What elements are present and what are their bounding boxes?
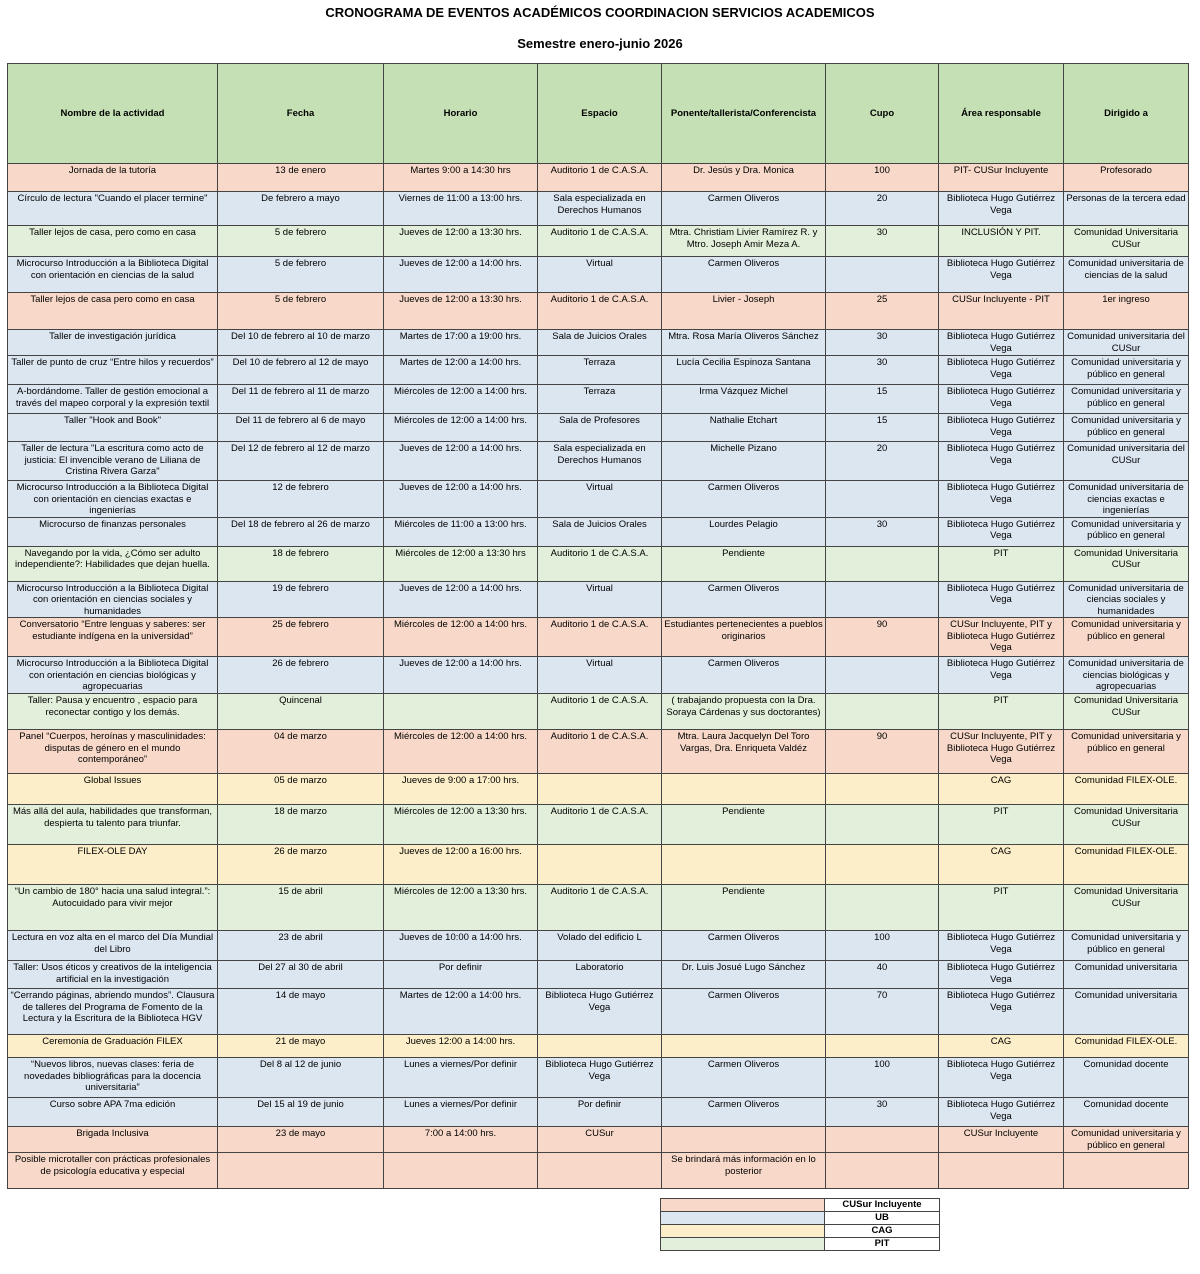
date-cell: 5 de febrero	[218, 257, 384, 293]
table-row	[8, 885, 1189, 931]
activity-cell: Posible microtaller con prácticas profesionales de psicología educativa y especial	[8, 1153, 218, 1189]
time-cell	[384, 694, 538, 730]
date-cell: Del 15 al 19 de junio	[218, 1098, 384, 1127]
activity-cell: Círculo de lectura "Cuando el placer termine"	[8, 192, 218, 226]
table-row	[8, 618, 1189, 657]
venue-cell: Sala de Profesores	[538, 414, 662, 442]
date-cell: 26 de febrero	[218, 657, 384, 694]
audience-cell: Comunidad docente	[1064, 1098, 1189, 1127]
capacity-cell: 30	[826, 1098, 939, 1127]
capacity-cell: 30	[826, 517, 939, 546]
table-row	[8, 694, 1189, 730]
column-header-activity: Nombre de la actividad	[8, 64, 218, 164]
date-cell: Del 10 de febrero al 10 de marzo	[218, 330, 384, 356]
page-subtitle: Semestre enero-junio 2026	[517, 36, 683, 51]
audience-cell: Comunidad universitaria y público en general	[1064, 517, 1189, 546]
venue-cell: Sala especializada en Derechos Humanos	[538, 192, 662, 226]
speaker-cell: Irma Vázquez Michel	[662, 385, 826, 414]
time-cell: Jueves de 12:00 a 13:30 hrs.	[384, 293, 538, 330]
legend-swatch	[661, 1225, 825, 1238]
page-title: CRONOGRAMA DE EVENTOS ACADÉMICOS COORDINACION SERVICIOS ACADEMICOS	[325, 5, 875, 20]
venue-cell: Terraza	[538, 356, 662, 385]
capacity-cell: 15	[826, 414, 939, 442]
speaker-cell	[662, 774, 826, 805]
activity-cell: Microcurso de finanzas personales	[8, 517, 218, 546]
capacity-cell: 100	[826, 1058, 939, 1098]
activity-cell: Más allá del aula, habilidades que transforman, despierta tu talento para triunfar.	[8, 805, 218, 845]
speaker-cell: Carmen Oliveros	[662, 657, 826, 694]
capacity-cell: 30	[826, 226, 939, 257]
venue-cell: Terraza	[538, 385, 662, 414]
speaker-cell: Mtra. Rosa María Oliveros Sánchez	[662, 330, 826, 356]
table-row	[8, 356, 1189, 385]
date-cell: 15 de abril	[218, 885, 384, 931]
capacity-cell	[826, 774, 939, 805]
activity-cell: A-bordándome. Taller de gestión emocional a través del mapeo corporal y la expresión textil	[8, 385, 218, 414]
capacity-cell	[826, 805, 939, 845]
time-cell: Martes de 12:00 a 14:00 hrs.	[384, 356, 538, 385]
audience-cell: Comunidad Universitaria CUSur	[1064, 226, 1189, 257]
activity-cell: Taller lejos de casa, pero como en casa	[8, 226, 218, 257]
activity-cell: Ceremonia de Graduación FILEX	[8, 1035, 218, 1058]
speaker-cell: Mtra. Christiam Livier Ramírez R. y Mtro. Joseph Amir Meza A.	[662, 226, 826, 257]
date-cell: 12 de febrero	[218, 481, 384, 518]
venue-cell: Sala especializada en Derechos Humanos	[538, 442, 662, 481]
table-row	[8, 845, 1189, 885]
capacity-cell: 30	[826, 356, 939, 385]
activity-cell: Jornada de la tutoría	[8, 164, 218, 192]
date-cell: Del 27 al 30 de abril	[218, 961, 384, 989]
date-cell: 14 de mayo	[218, 989, 384, 1035]
activity-cell: FILEX-OLE DAY	[8, 845, 218, 885]
audience-cell: Comunidad universitaria	[1064, 989, 1189, 1035]
audience-cell: Comunidad Universitaria CUSur	[1064, 546, 1189, 581]
header-row	[8, 64, 1189, 164]
audience-cell: Comunidad universitaria del CUSur	[1064, 330, 1189, 356]
venue-cell	[538, 1153, 662, 1189]
date-cell: Del 11 de febrero al 11 de marzo	[218, 385, 384, 414]
column-header-speaker: Ponente/tallerista/Conferencista	[662, 64, 826, 164]
speaker-cell: Dr. Luis Josué Lugo Sánchez	[662, 961, 826, 989]
audience-cell: Comunidad universitaria de ciencias sociales y humanidades	[1064, 581, 1189, 618]
column-header-capacity: Cupo	[826, 64, 939, 164]
legend-label: PIT	[825, 1238, 940, 1251]
speaker-cell: ( trabajando propuesta con la Dra. Soraya Cárdenas y sus doctorantes)	[662, 694, 826, 730]
venue-cell	[538, 845, 662, 885]
area-cell: Biblioteca Hugo Gutiérrez Vega	[939, 330, 1064, 356]
table-row	[8, 657, 1189, 694]
speaker-cell: Dr. Jesús y Dra. Monica	[662, 164, 826, 192]
area-cell: Biblioteca Hugo Gutiérrez Vega	[939, 657, 1064, 694]
activity-cell: Global Issues	[8, 774, 218, 805]
audience-cell: Comunidad universitaria y público en general	[1064, 618, 1189, 657]
audience-cell: Comunidad FILEX-OLE.	[1064, 1035, 1189, 1058]
speaker-cell: Carmen Oliveros	[662, 989, 826, 1035]
venue-cell: Auditorio 1 de C.A.S.A.	[538, 805, 662, 845]
column-header-date: Fecha	[218, 64, 384, 164]
legend-swatch	[661, 1199, 825, 1212]
column-header-venue: Espacio	[538, 64, 662, 164]
speaker-cell: Carmen Oliveros	[662, 1098, 826, 1127]
audience-cell: Comunidad universitaria del CUSur	[1064, 442, 1189, 481]
table-row	[8, 385, 1189, 414]
speaker-cell: Livier - Joseph	[662, 293, 826, 330]
area-cell: Biblioteca Hugo Gutiérrez Vega	[939, 414, 1064, 442]
activity-cell: Brigada Inclusiva	[8, 1127, 218, 1153]
color-legend	[660, 1198, 940, 1251]
date-cell: 18 de marzo	[218, 805, 384, 845]
date-cell: 23 de abril	[218, 931, 384, 961]
area-cell: CUSur Incluyente	[939, 1127, 1064, 1153]
audience-cell: Comunidad Universitaria CUSur	[1064, 805, 1189, 845]
audience-cell: Personas de la tercera edad	[1064, 192, 1189, 226]
activity-cell: Microcurso Introducción a la Biblioteca Digital con orientación en ciencias de la salud	[8, 257, 218, 293]
time-cell: Jueves de 12:00 a 14:00 hrs.	[384, 481, 538, 518]
speaker-cell	[662, 845, 826, 885]
venue-cell: Auditorio 1 de C.A.S.A.	[538, 730, 662, 774]
speaker-cell: Michelle Pizano	[662, 442, 826, 481]
time-cell: Martes de 17:00 a 19:00 hrs.	[384, 330, 538, 356]
venue-cell: Virtual	[538, 481, 662, 518]
legend-swatch	[661, 1212, 825, 1225]
capacity-cell	[826, 694, 939, 730]
audience-cell: Comunidad universitaria	[1064, 961, 1189, 989]
date-cell	[218, 1153, 384, 1189]
activity-cell: Panel “Cuerpos, heroínas y masculinidades: disputas de género en el mundo contemporáneo”	[8, 730, 218, 774]
date-cell: 5 de febrero	[218, 293, 384, 330]
venue-cell: Virtual	[538, 581, 662, 618]
speaker-cell: Pendiente	[662, 546, 826, 581]
area-cell: PIT	[939, 805, 1064, 845]
legend-label: UB	[825, 1212, 940, 1225]
speaker-cell: Carmen Oliveros	[662, 192, 826, 226]
date-cell: 19 de febrero	[218, 581, 384, 618]
area-cell: Biblioteca Hugo Gutiérrez Vega	[939, 1098, 1064, 1127]
column-header-time: Horario	[384, 64, 538, 164]
table-row	[8, 330, 1189, 356]
activity-cell: Taller: Pausa y encuentro , espacio para reconectar contigo y los demás.	[8, 694, 218, 730]
column-header-audience: Dirigido a	[1064, 64, 1189, 164]
table-row	[8, 293, 1189, 330]
area-cell: CUSur Incluyente, PIT y Biblioteca Hugo Gutiérrez Vega	[939, 618, 1064, 657]
time-cell: Jueves de 12:00 a 14:00 hrs.	[384, 257, 538, 293]
area-cell: Biblioteca Hugo Gutiérrez Vega	[939, 442, 1064, 481]
legend-item	[661, 1212, 940, 1225]
table-row	[8, 1127, 1189, 1153]
time-cell: Viernes de 11:00 a 13:00 hrs.	[384, 192, 538, 226]
activity-cell: Microcurso Introducción a la Biblioteca Digital con orientación en ciencias biológicas y agropecuarias	[8, 657, 218, 694]
table-row	[8, 414, 1189, 442]
audience-cell: Comunidad FILEX-OLE.	[1064, 774, 1189, 805]
activity-cell: Taller de lectura "La escritura como acto de justicia: El invencible verano de Liliana de Cristina Rivera Garza"	[8, 442, 218, 481]
date-cell: 04 de marzo	[218, 730, 384, 774]
table-row	[8, 164, 1189, 192]
speaker-cell: Estudiantes pertenecientes a pueblos originarios	[662, 618, 826, 657]
capacity-cell: 70	[826, 989, 939, 1035]
audience-cell	[1064, 1153, 1189, 1189]
venue-cell: Auditorio 1 de C.A.S.A.	[538, 164, 662, 192]
capacity-cell	[826, 657, 939, 694]
date-cell: 21 de mayo	[218, 1035, 384, 1058]
time-cell: Jueves de 12:00 a 14:00 hrs.	[384, 581, 538, 618]
table-row	[8, 226, 1189, 257]
venue-cell: Por definir	[538, 1098, 662, 1127]
table-row	[8, 192, 1189, 226]
speaker-cell: Nathalie Etchart	[662, 414, 826, 442]
legend-label: CUSur Incluyente	[825, 1199, 940, 1212]
legend-item	[661, 1199, 940, 1212]
speaker-cell	[662, 1127, 826, 1153]
table-row	[8, 730, 1189, 774]
speaker-cell: Carmen Oliveros	[662, 1058, 826, 1098]
date-cell: Del 8 al 12 de junio	[218, 1058, 384, 1098]
capacity-cell	[826, 581, 939, 618]
table-row	[8, 989, 1189, 1035]
time-cell: Lunes a viernes/Por definir	[384, 1098, 538, 1127]
legend-swatch	[661, 1238, 825, 1251]
table-row	[8, 1153, 1189, 1189]
activity-cell: “Cerrando páginas, abriendo mundos”. Clausura de talleres del Programa de Fomento de la Lectura y la Escritura de la Biblioteca HGV	[8, 989, 218, 1035]
speaker-cell: Carmen Oliveros	[662, 257, 826, 293]
venue-cell: Sala de Juicios Orales	[538, 330, 662, 356]
audience-cell: Comunidad universitaria y público en general	[1064, 414, 1189, 442]
time-cell: Jueves de 10:00 a 14:00 hrs.	[384, 931, 538, 961]
area-cell: Biblioteca Hugo Gutiérrez Vega	[939, 385, 1064, 414]
activity-cell: Conversatorio “Entre lenguas y saberes: ser estudiante indígena en la universidad”	[8, 618, 218, 657]
date-cell: Quincenal	[218, 694, 384, 730]
table-row	[8, 1098, 1189, 1127]
legend-item	[661, 1225, 940, 1238]
audience-cell: Comunidad Universitaria CUSur	[1064, 694, 1189, 730]
capacity-cell: 20	[826, 442, 939, 481]
audience-cell: Comunidad universitaria de ciencias biológicas y agropecuarias	[1064, 657, 1189, 694]
area-cell: Biblioteca Hugo Gutiérrez Vega	[939, 356, 1064, 385]
date-cell: Del 11 de febrero al 6 de mayo	[218, 414, 384, 442]
date-cell: 05 de marzo	[218, 774, 384, 805]
activity-cell: Microcurso Introducción a la Biblioteca Digital con orientación en ciencias exactas e ingenierías	[8, 481, 218, 518]
capacity-cell: 30	[826, 330, 939, 356]
capacity-cell	[826, 1035, 939, 1058]
table-row	[8, 961, 1189, 989]
time-cell: Miércoles de 12:00 a 13:30 hrs.	[384, 885, 538, 931]
venue-cell: Virtual	[538, 257, 662, 293]
activity-cell: “Nuevos libros, nuevas clases: feria de novedades bibliográficas para la docencia universitaria”	[8, 1058, 218, 1098]
capacity-cell	[826, 845, 939, 885]
audience-cell: Comunidad universitaria y público en general	[1064, 730, 1189, 774]
venue-cell: Auditorio 1 de C.A.S.A.	[538, 885, 662, 931]
speaker-cell: Pendiente	[662, 805, 826, 845]
time-cell: Lunes a viernes/Por definir	[384, 1058, 538, 1098]
activity-cell: Taller "Hook and Book"	[8, 414, 218, 442]
venue-cell: Biblioteca Hugo Gutiérrez Vega	[538, 989, 662, 1035]
schedule-table	[7, 63, 1189, 1189]
speaker-cell: Lourdes Pelagio	[662, 517, 826, 546]
activity-cell: Taller lejos de casa pero como en casa	[8, 293, 218, 330]
column-header-area: Área responsable	[939, 64, 1064, 164]
capacity-cell	[826, 885, 939, 931]
venue-cell: Auditorio 1 de C.A.S.A.	[538, 226, 662, 257]
time-cell: Miércoles de 12:00 a 14:00 hrs.	[384, 385, 538, 414]
time-cell: Miércoles de 12:00 a 13:30 hrs	[384, 546, 538, 581]
capacity-cell: 15	[826, 385, 939, 414]
time-cell: Jueves de 12:00 a 14:00 hrs.	[384, 657, 538, 694]
speaker-cell: Carmen Oliveros	[662, 931, 826, 961]
table-row	[8, 774, 1189, 805]
table-row	[8, 1035, 1189, 1058]
date-cell: 26 de marzo	[218, 845, 384, 885]
area-cell: PIT	[939, 694, 1064, 730]
date-cell: 5 de febrero	[218, 226, 384, 257]
venue-cell: Auditorio 1 de C.A.S.A.	[538, 694, 662, 730]
area-cell: CAG	[939, 774, 1064, 805]
table-row	[8, 1058, 1189, 1098]
venue-cell: Auditorio 1 de C.A.S.A.	[538, 293, 662, 330]
audience-cell: Comunidad universitaria de ciencias de la salud	[1064, 257, 1189, 293]
area-cell: CAG	[939, 1035, 1064, 1058]
audience-cell: Comunidad universitaria y público en general	[1064, 1127, 1189, 1153]
time-cell	[384, 1153, 538, 1189]
time-cell: Miércoles de 12:00 a 14:00 hrs.	[384, 730, 538, 774]
date-cell: 23 de mayo	[218, 1127, 384, 1153]
capacity-cell	[826, 481, 939, 518]
area-cell: PIT	[939, 885, 1064, 931]
venue-cell	[538, 1035, 662, 1058]
table-row	[8, 257, 1189, 293]
date-cell: De febrero a mayo	[218, 192, 384, 226]
activity-cell: Curso sobre APA 7ma edición	[8, 1098, 218, 1127]
area-cell: CUSur Incluyente, PIT y Biblioteca Hugo Gutiérrez Vega	[939, 730, 1064, 774]
venue-cell: Laboratorio	[538, 961, 662, 989]
area-cell: Biblioteca Hugo Gutiérrez Vega	[939, 931, 1064, 961]
capacity-cell: 100	[826, 931, 939, 961]
speaker-cell: Carmen Oliveros	[662, 481, 826, 518]
time-cell: Jueves 12:00 a 14:00 hrs.	[384, 1035, 538, 1058]
venue-cell: Volado del edificio L	[538, 931, 662, 961]
activity-cell: Taller de investigación jurídica	[8, 330, 218, 356]
activity-cell: Lectura en voz alta en el marco del Día Mundial del Libro	[8, 931, 218, 961]
activity-cell: Taller de punto de cruz “Entre hilos y recuerdos”	[8, 356, 218, 385]
speaker-cell: Pendiente	[662, 885, 826, 931]
time-cell: Jueves de 9:00 a 17:00 hrs.	[384, 774, 538, 805]
capacity-cell	[826, 1153, 939, 1189]
audience-cell: 1er ingreso	[1064, 293, 1189, 330]
venue-cell	[538, 774, 662, 805]
time-cell: Jueves de 12:00 a 16:00 hrs.	[384, 845, 538, 885]
time-cell: Miércoles de 11:00 a 13:00 hrs.	[384, 517, 538, 546]
time-cell: Jueves de 12:00 a 14:00 hrs.	[384, 442, 538, 481]
speaker-cell: Se brindará más información en lo posterior	[662, 1153, 826, 1189]
area-cell: Biblioteca Hugo Gutiérrez Vega	[939, 192, 1064, 226]
capacity-cell: 20	[826, 192, 939, 226]
activity-cell: Taller: Usos éticos y creativos de la inteligencia artificial en la investigación	[8, 961, 218, 989]
capacity-cell	[826, 1127, 939, 1153]
audience-cell: Comunidad FILEX-OLE.	[1064, 845, 1189, 885]
area-cell: Biblioteca Hugo Gutiérrez Vega	[939, 1058, 1064, 1098]
time-cell: Miércoles de 12:00 a 14:00 hrs.	[384, 414, 538, 442]
capacity-cell: 90	[826, 730, 939, 774]
date-cell: 25 de febrero	[218, 618, 384, 657]
area-cell: Biblioteca Hugo Gutiérrez Vega	[939, 961, 1064, 989]
speaker-cell: Lucía Cecilia Espinoza Santana	[662, 356, 826, 385]
area-cell: INCLUSIÓN Y PIT.	[939, 226, 1064, 257]
activity-cell: Navegando por la vida, ¿Cómo ser adulto independiente?: Habilidades que dejan huella.	[8, 546, 218, 581]
area-cell: Biblioteca Hugo Gutiérrez Vega	[939, 581, 1064, 618]
area-cell: CUSur Incluyente - PIT	[939, 293, 1064, 330]
venue-cell: CUSur	[538, 1127, 662, 1153]
time-cell: Jueves de 12:00 a 13:30 hrs.	[384, 226, 538, 257]
time-cell: 7:00 a 14:00 hrs.	[384, 1127, 538, 1153]
area-cell: CAG	[939, 845, 1064, 885]
date-cell: Del 18 de febrero al 26 de marzo	[218, 517, 384, 546]
date-cell: 18 de febrero	[218, 546, 384, 581]
venue-cell: Auditorio 1 de C.A.S.A.	[538, 618, 662, 657]
audience-cell: Profesorado	[1064, 164, 1189, 192]
area-cell: Biblioteca Hugo Gutiérrez Vega	[939, 257, 1064, 293]
date-cell: Del 10 de febrero al 12 de mayo	[218, 356, 384, 385]
time-cell: Miércoles de 12:00 a 13:30 hrs.	[384, 805, 538, 845]
audience-cell: Comunidad universitaria y público en general	[1064, 385, 1189, 414]
date-cell: Del 12 de febrero al 12 de marzo	[218, 442, 384, 481]
date-cell: 13 de enero	[218, 164, 384, 192]
activity-cell: “Un cambio de 180° hacia una salud integral.”: Autocuidado para vivir mejor	[8, 885, 218, 931]
capacity-cell	[826, 546, 939, 581]
capacity-cell: 90	[826, 618, 939, 657]
capacity-cell: 40	[826, 961, 939, 989]
speaker-cell	[662, 1035, 826, 1058]
legend-label: CAG	[825, 1225, 940, 1238]
time-cell: Por definir	[384, 961, 538, 989]
speaker-cell: Carmen Oliveros	[662, 581, 826, 618]
table-row	[8, 442, 1189, 481]
venue-cell: Auditorio 1 de C.A.S.A.	[538, 546, 662, 581]
area-cell: PIT- CUSur Incluyente	[939, 164, 1064, 192]
time-cell: Martes de 12:00 a 14:00 hrs.	[384, 989, 538, 1035]
audience-cell: Comunidad Universitaria CUSur	[1064, 885, 1189, 931]
table-row	[8, 805, 1189, 845]
table-row	[8, 546, 1189, 581]
audience-cell: Comunidad universitaria y público en general	[1064, 356, 1189, 385]
capacity-cell: 100	[826, 164, 939, 192]
venue-cell: Virtual	[538, 657, 662, 694]
legend-item	[661, 1238, 940, 1251]
activity-cell: Microcurso Introducción a la Biblioteca Digital con orientación en ciencias sociales y humanidades	[8, 581, 218, 618]
area-cell: Biblioteca Hugo Gutiérrez Vega	[939, 517, 1064, 546]
area-cell: PIT	[939, 546, 1064, 581]
speaker-cell: Mtra. Laura Jacquelyn Del Toro Vargas, Dra. Enriqueta Valdéz	[662, 730, 826, 774]
time-cell: Martes 9:00 a 14:30 hrs	[384, 164, 538, 192]
area-cell	[939, 1153, 1064, 1189]
table-row	[8, 517, 1189, 546]
audience-cell: Comunidad universitaria de ciencias exactas e ingenierías	[1064, 481, 1189, 518]
audience-cell: Comunidad universitaria y público en general	[1064, 931, 1189, 961]
capacity-cell	[826, 257, 939, 293]
table-row	[8, 931, 1189, 961]
venue-cell: Biblioteca Hugo Gutiérrez Vega	[538, 1058, 662, 1098]
capacity-cell: 25	[826, 293, 939, 330]
audience-cell: Comunidad docente	[1064, 1058, 1189, 1098]
table-row	[8, 481, 1189, 518]
area-cell: Biblioteca Hugo Gutiérrez Vega	[939, 481, 1064, 518]
table-row	[8, 581, 1189, 618]
area-cell: Biblioteca Hugo Gutiérrez Vega	[939, 989, 1064, 1035]
venue-cell: Sala de Juicios Orales	[538, 517, 662, 546]
time-cell: Miércoles de 12:00 a 14:00 hrs.	[384, 618, 538, 657]
